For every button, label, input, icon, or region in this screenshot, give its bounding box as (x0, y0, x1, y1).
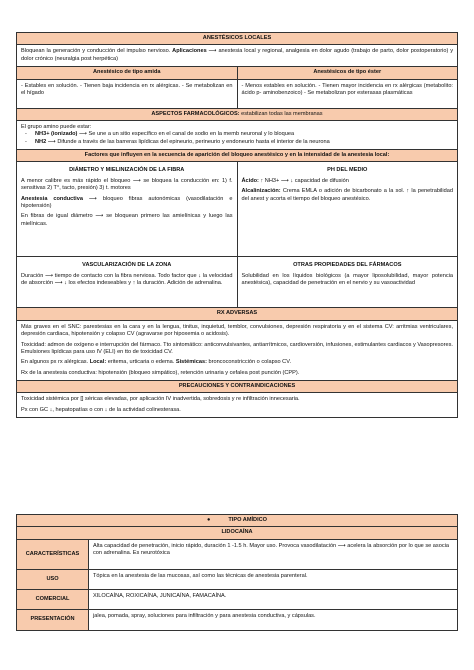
ph-title: PH DEL MEDIO (327, 167, 368, 174)
diameter-p1: A menor calibre es más rápido el bloqueo ⟶ se bloquea la conducción en: 1) f. sensitivas 2) T°, tacto, presión) 3) t. motores (21, 177, 233, 192)
pharmacology-body (17, 121, 457, 150)
row-label: COMERCIAL (17, 590, 89, 609)
other-props-text: Solubilidad en los líquidos biológicos (a mayor liposolubilidad, mayor potencia anestésica), capacidad de penetración en el nervio y su vasoactividad (241, 272, 453, 287)
amida-ester-comparison (17, 67, 457, 108)
diameter-title: DIÁMETRO Y MIELINIZACIÓN DE LA FIBRA (69, 167, 185, 174)
row-label: USO (17, 570, 89, 589)
amida-title: Anestésico de tipo amida (17, 67, 237, 79)
ester-text: - Menos estables en solución. - Tienen mayor incidencia en rx alérgicas (metabolito: ácido p- aminobenzoico) - Se metabolizan por esterasas plasmáticas (241, 82, 453, 96)
diameter-p2: Anestesia conductiva ⟶ bloqueo fibras autonómicas (vasodilatación e hipotensión) (21, 195, 233, 209)
precautions-p1: Toxicidad sistémica por [] séricas elevadas, por aplicación IV inadvertida, sobredosis y re infiltración innecesaria. (21, 396, 300, 403)
amide-type-table (16, 514, 458, 631)
adverse-p1: Más graves en el SNC: parestesias en la cara y en la lengua, tinitus, inquietud, temblor, convulsiones, depresión respiratoria y en el sistema CV: arritmias ventriculares, depresión cardiaca, hipotensión y colapso CV (agravarse por hipoxemia o acidosis). (21, 323, 453, 338)
bullet-icon: ● (206, 517, 211, 523)
other-props-title: OTRAS PROPIEDADES DEL FÁRMACOS (293, 262, 402, 269)
vascular-cell (17, 257, 237, 307)
row-label: CARACTERÍSTICAS (17, 540, 89, 569)
factors-title: Factores que influyen en la secuencia de aparición del bloqueo anestésico y en la intensidad de la anestesia local: (17, 150, 457, 162)
local-anesthetics-table (16, 32, 458, 418)
table-row (17, 570, 457, 590)
row-text: Alta capacidad de penetración, inicio rápido, duración 1 -1.5 h. Mayor uso. Provoca vasodilatación ⟶ acelera la absorción por lo que se asocia con adrenalina. Es neurotóxica (93, 542, 449, 557)
pharmacology-lead: El grupo amino puede estar: (21, 123, 92, 130)
ph-cell (237, 162, 458, 256)
amide-type-title: ● TIPO AMÍDICO (17, 515, 457, 527)
diameter-cell (17, 162, 237, 256)
amida-text: - Estables en solución. - Tienen baja incidencia en rx alérgicas. - Se metabolizan en el hígado (21, 82, 233, 96)
adverse-p4: Rx de la anestesia conductiva: hipotensión (bloqueo simpático), retención urinaria y cefalea post punción (CPP). (21, 369, 300, 376)
factors-row-2 (17, 257, 457, 308)
adverse-title: RX ADVERSAS (17, 308, 457, 320)
adverse-p2: Toxicidad: admon de oxígeno e interrupción del fármaco. Tto sintomático: anticonvulsivantes, antiarrítmicos, cardioversión, infusiones, estimulantes cardiacos y Vasopresores. Emulsiones lipídicas para uso IV (ELI) en tto de toxicidad CV. (21, 341, 453, 355)
table-row (17, 590, 457, 610)
row-text: jalea, pomada, spray, soluciones para infiltración y para anestesia conductiva, y cápsulas. (93, 612, 316, 619)
intro-paragraph: Bloquean la generación y conducción del impulso nervioso. Aplicaciones ⟶ anestesia local y regional, analgesia en dolor agudo (trabajo de parto, dolor postoperatorio) y dolor crónico (neuralgia post herpética) (17, 45, 457, 67)
drug-title: LIDOCAÍNA (17, 527, 457, 539)
precautions-p2: Px con GC ↓, hepatopatías o con ↓ de la actividad colinesterasa. (21, 406, 181, 413)
factors-row-1 (17, 162, 457, 257)
section-title-anestesicos: ANESTÉSICOS LOCALES (17, 33, 457, 45)
row-text: XILOCAÍNA, ROXICAÍNA, JUNICAÍNA, FAMACAÍNA. (93, 592, 227, 599)
ph-p1: Ácido: ↑ NH3+ ⟶ ↓ capacidad de difusión (241, 177, 349, 184)
row-label: PRESENTACIÓN (17, 610, 89, 630)
other-props-cell (237, 257, 458, 307)
precautions-title: PRECAUCIONES Y CONTRAINDICACIONES (17, 381, 457, 393)
vascular-text: Duración ⟶ tiempo de contacto con la fibra nerviosa. Todo factor que ↓ la velocidad de absorción ⟶ ↓ los efectos indeseables y ↑ la duración. Adición de adrenalina. (21, 272, 233, 287)
ester-column (237, 67, 458, 107)
adverse-p3: En algunos px rx alérgicas. Local: eritema, urticaria o edema. Sistémicas: broncoconstricción o colapso CV. (21, 359, 291, 366)
amida-column (17, 67, 237, 107)
ph-p2: Alcalinización: Crema EMLA o adición de bicarbonato a la sol. ↑ la penetrabilidad del anest y acorta el tiempo del bloqueo anestésico. (241, 188, 453, 202)
precautions-body (17, 393, 457, 417)
ester-title: Anestésicos de tipo éster (238, 67, 458, 79)
list-item: - NH2 ⟶ Difunde a través de las barreras lipídicas del epineurio, perineurio y endoneurio hasta el interior de la neurona (21, 139, 453, 146)
pharmacology-title: ASPECTOS FARMACOLÓGICOS: estabilizan todas las membranas (17, 109, 457, 121)
table-row (17, 540, 457, 570)
diameter-p3: En fibras de igual diámetro ⟶ se bloquean primero las amielínicas y luego las mielínicas. (21, 213, 233, 227)
list-item: - NH3+ (ionizado) ⟶ Se une a un sitio específico en el canal de sodio en la memb neuronal y lo bloquea (21, 131, 453, 138)
vascular-title: VASCULARIZACIÓN DE LA ZONA (82, 262, 172, 269)
row-text: Tópica en la anestesia de las mucosas, así como las técnicas de anestesia parenteral. (93, 572, 308, 579)
table-row (17, 610, 457, 630)
adverse-body (17, 321, 457, 381)
